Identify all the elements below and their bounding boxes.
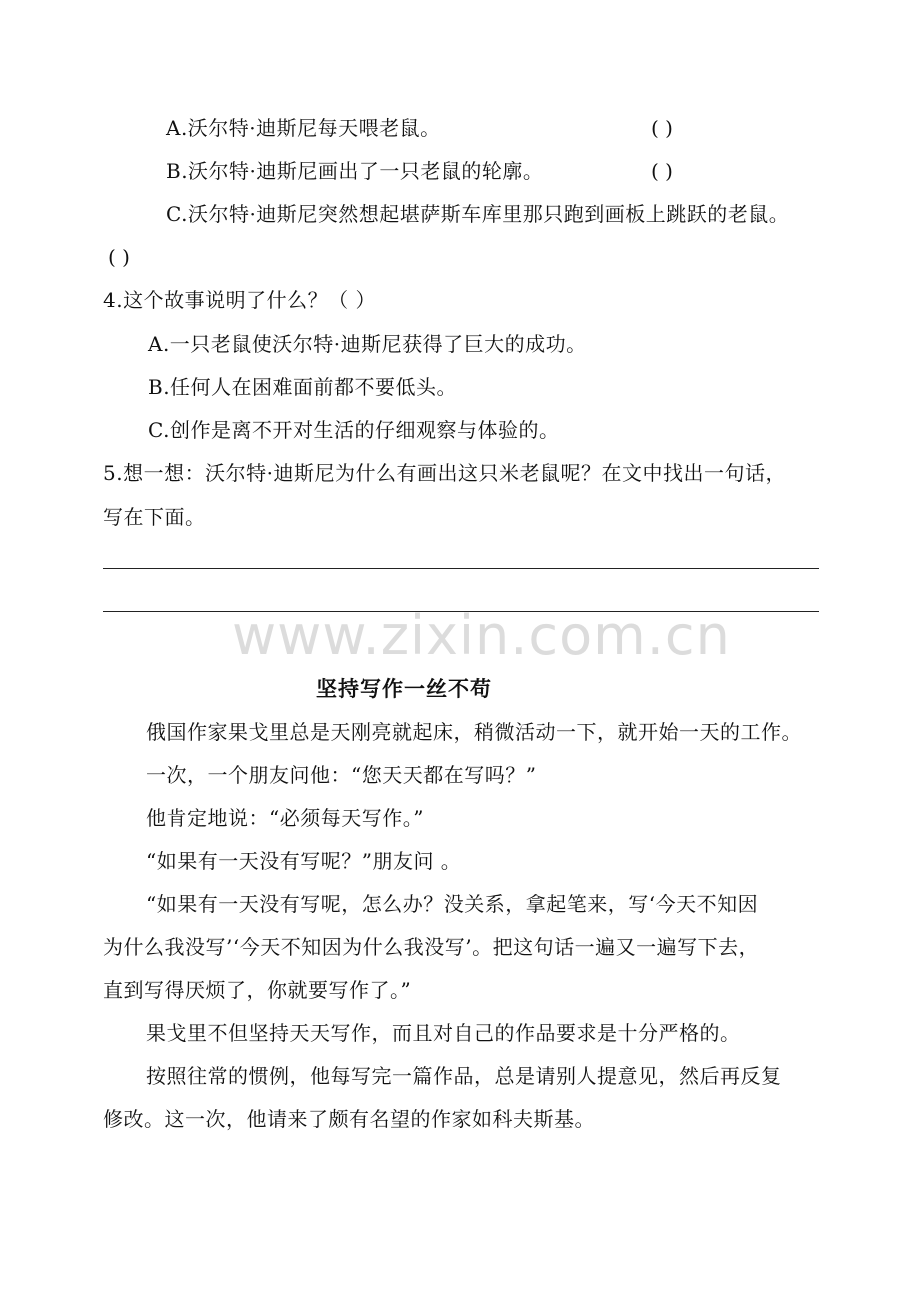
q3-option-a-answer-blank: ( ) bbox=[651, 116, 673, 140]
passage-paragraph-5-line3: 直到写得厌烦了，你就要写作了。” bbox=[103, 978, 412, 1002]
q5-question-line1: 5.想一想：沃尔特·迪斯尼为什么有画出这只米老鼠呢？在文中找出一句话， bbox=[103, 461, 786, 485]
passage-paragraph-5-line1: “如果有一天没有写呢，怎么办？没关系，拿起笔来，写‘今天不知因 bbox=[146, 892, 759, 916]
q4-option-a: A.一只老鼠使沃尔特·迪斯尼获得了巨大的成功。 bbox=[148, 332, 587, 356]
passage-paragraph-6: 果戈里不但坚持天天写作，而且对自己的作品要求是十分严格的。 bbox=[146, 1021, 741, 1045]
passage-paragraph-4: “如果有一天没有写呢？”朋友问 。 bbox=[146, 849, 462, 873]
passage-paragraph-3: 他肯定地说：“必须每天写作。” bbox=[146, 806, 424, 830]
answer-line-1 bbox=[103, 568, 819, 569]
q3-option-b-answer-blank: ( ) bbox=[651, 159, 673, 183]
q3-option-b: B.沃尔特·迪斯尼画出了一只老鼠的轮廓。 bbox=[166, 159, 544, 183]
q4-question: 4.这个故事说明了什么？（ ） bbox=[103, 288, 376, 312]
passage-paragraph-2: 一次，一个朋友问他：“您天天都在写吗？” bbox=[146, 763, 537, 787]
q4-option-b: B.任何人在困难面前都不要低头。 bbox=[148, 375, 458, 399]
passage-paragraph-7-line1: 按照往常的惯例，他每写完一篇作品，总是请别人提意见，然后再反复 bbox=[146, 1064, 782, 1088]
q3-option-a: A.沃尔特·迪斯尼每天喂老鼠。 bbox=[166, 116, 441, 140]
q3-option-c: C.沃尔特·迪斯尼突然想起堪萨斯车库里那只跑到画板上跳跃的老鼠。 bbox=[166, 202, 790, 226]
q4-option-c: C.创作是离不开对生活的仔细观察与体验的。 bbox=[148, 418, 560, 442]
passage-paragraph-7-line2: 修改。这一次，他请来了颇有名望的作家如科夫斯基。 bbox=[103, 1107, 595, 1131]
passage-paragraph-1: 俄国作家果戈里总是天刚亮就起床，稍微活动一下，就开始一天的工作。 bbox=[146, 720, 802, 744]
q3-option-c-answer-blank: ( ) bbox=[108, 245, 130, 269]
passage-title: 坚持写作一丝不苟 bbox=[316, 677, 492, 701]
watermark: www.zixin.com.cn bbox=[232, 604, 731, 667]
passage-paragraph-5-line2: 为什么我没写’‘今天不知因为什么我没写’。把这句话一遍又一遍写下去， bbox=[103, 935, 760, 959]
q5-question-line2: 写在下面。 bbox=[103, 505, 206, 529]
